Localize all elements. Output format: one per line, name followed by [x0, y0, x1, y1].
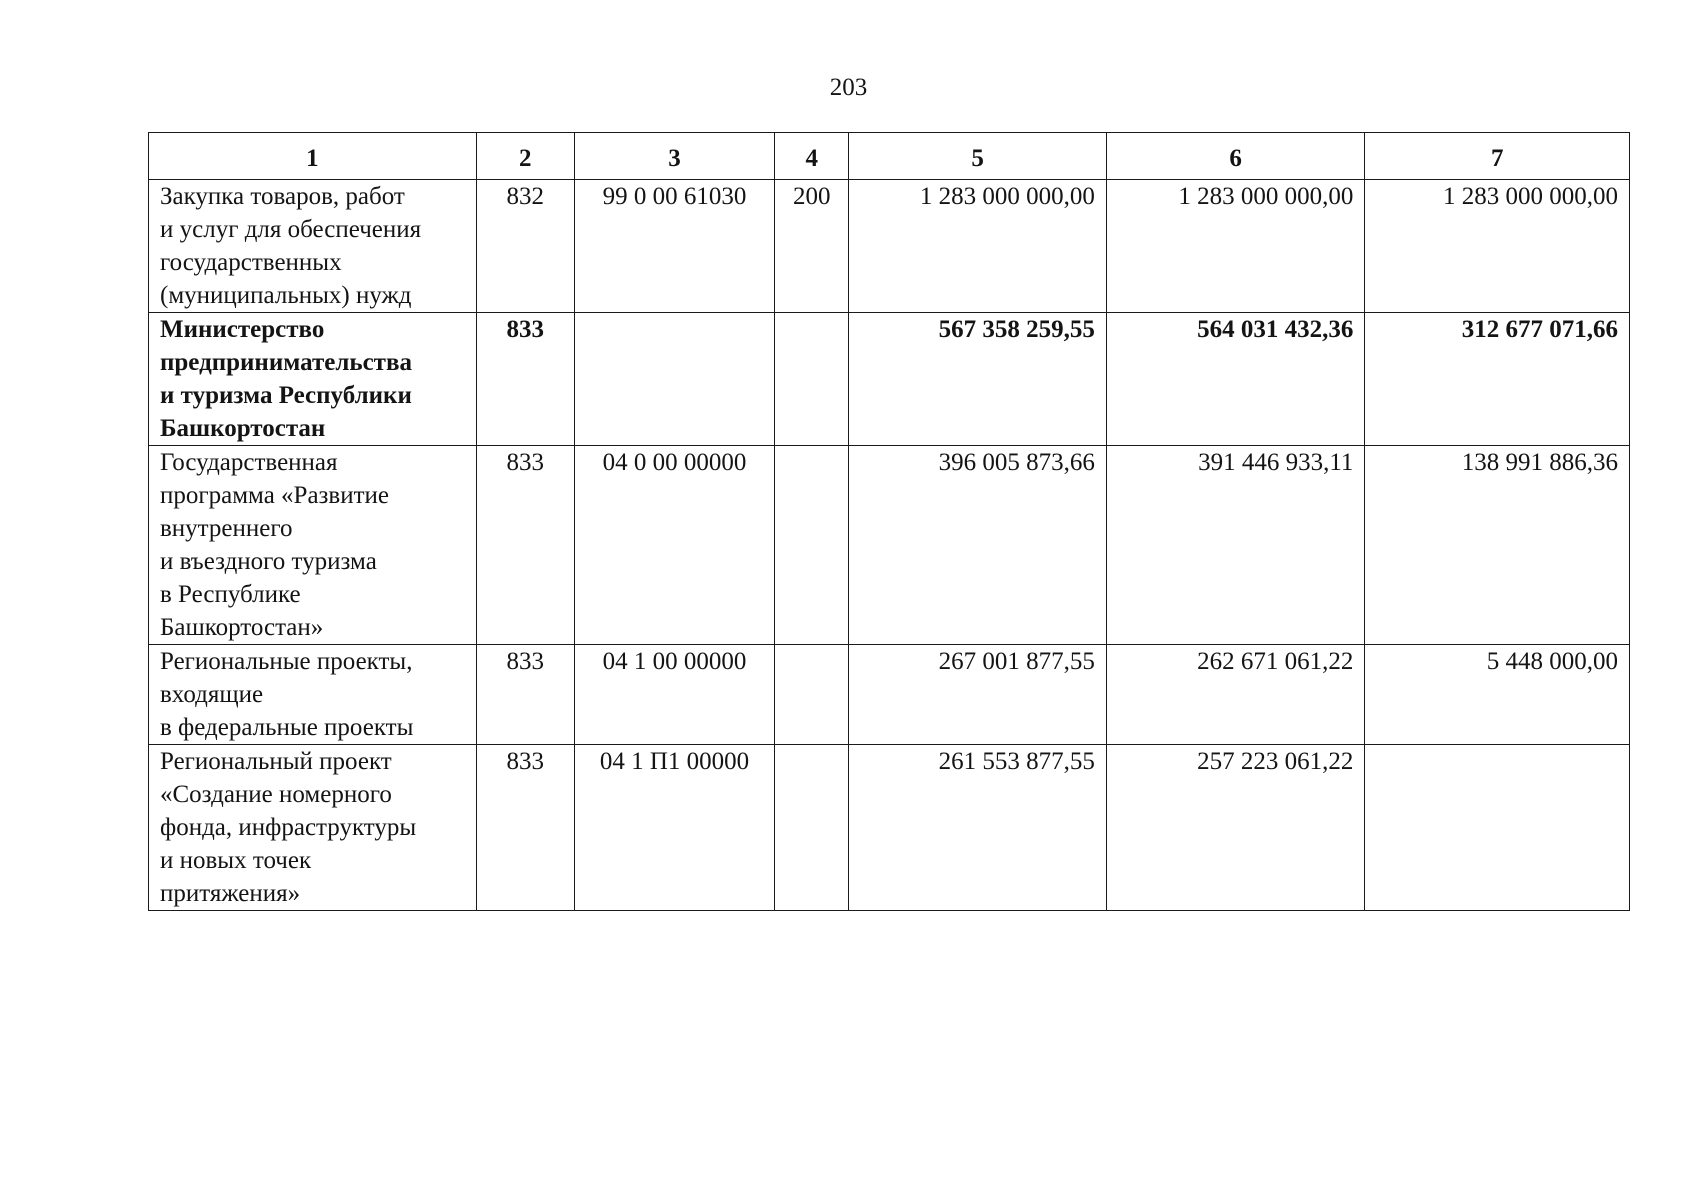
column-header-6: 6 [1106, 133, 1365, 180]
amount-col7-cell: 5 448 000,00 [1365, 645, 1630, 745]
department-code-cell: 833 [476, 745, 574, 911]
amount-col7-cell [1365, 745, 1630, 911]
amount-col6-cell: 1 283 000 000,00 [1106, 180, 1365, 313]
target-article-cell: 04 1 П1 00000 [574, 745, 774, 911]
table-row [149, 745, 1630, 911]
table-row [149, 645, 1630, 745]
table-row [149, 313, 1630, 446]
amount-col5-cell: 267 001 877,55 [849, 645, 1107, 745]
column-header-3: 3 [574, 133, 774, 180]
column-header-1: 1 [149, 133, 477, 180]
amount-col6-cell: 391 446 933,11 [1106, 446, 1365, 645]
row-name-cell: Региональные проекты, входящие в федеральные проекты [149, 645, 477, 745]
column-header-5: 5 [849, 133, 1107, 180]
table-row [149, 446, 1630, 645]
amount-col5-cell: 1 283 000 000,00 [849, 180, 1107, 313]
budget-table [148, 132, 1630, 911]
row-name-cell: Министерство предпринимательства и туризма Республики Башкортостан [149, 313, 477, 446]
table-row [149, 180, 1630, 313]
department-code-cell: 832 [476, 180, 574, 313]
row-name-cell: Государственная программа «Развитие внутреннего и въездного туризма в Республике Башкортостан» [149, 446, 477, 645]
expense-type-cell [775, 313, 849, 446]
row-name-cell: Региональный проект «Создание номерного фонда, инфраструктуры и новых точек притяжения» [149, 745, 477, 911]
amount-col6-cell: 564 031 432,36 [1106, 313, 1365, 446]
table-header-row [149, 133, 1630, 180]
amount-col7-cell: 1 283 000 000,00 [1365, 180, 1630, 313]
department-code-cell: 833 [476, 313, 574, 446]
amount-col6-cell: 257 223 061,22 [1106, 745, 1365, 911]
amount-col5-cell: 261 553 877,55 [849, 745, 1107, 911]
department-code-cell: 833 [476, 645, 574, 745]
target-article-cell: 04 1 00 00000 [574, 645, 774, 745]
target-article-cell: 04 0 00 00000 [574, 446, 774, 645]
amount-col6-cell: 262 671 061,22 [1106, 645, 1365, 745]
row-name-cell: Закупка товаров, работ и услуг для обеспечения государственных (муниципальных) нужд [149, 180, 477, 313]
amount-col5-cell: 396 005 873,66 [849, 446, 1107, 645]
department-code-cell: 833 [476, 446, 574, 645]
expense-type-cell: 200 [775, 180, 849, 313]
page-number: 203 [829, 74, 868, 101]
expense-type-cell [775, 645, 849, 745]
amount-col7-cell: 312 677 071,66 [1365, 313, 1630, 446]
column-header-4: 4 [775, 133, 849, 180]
amount-col7-cell: 138 991 886,36 [1365, 446, 1630, 645]
column-header-7: 7 [1365, 133, 1630, 180]
amount-col5-cell: 567 358 259,55 [849, 313, 1107, 446]
column-header-2: 2 [476, 133, 574, 180]
target-article-cell [574, 313, 774, 446]
expense-type-cell [775, 446, 849, 645]
target-article-cell: 99 0 00 61030 [574, 180, 774, 313]
expense-type-cell [775, 745, 849, 911]
